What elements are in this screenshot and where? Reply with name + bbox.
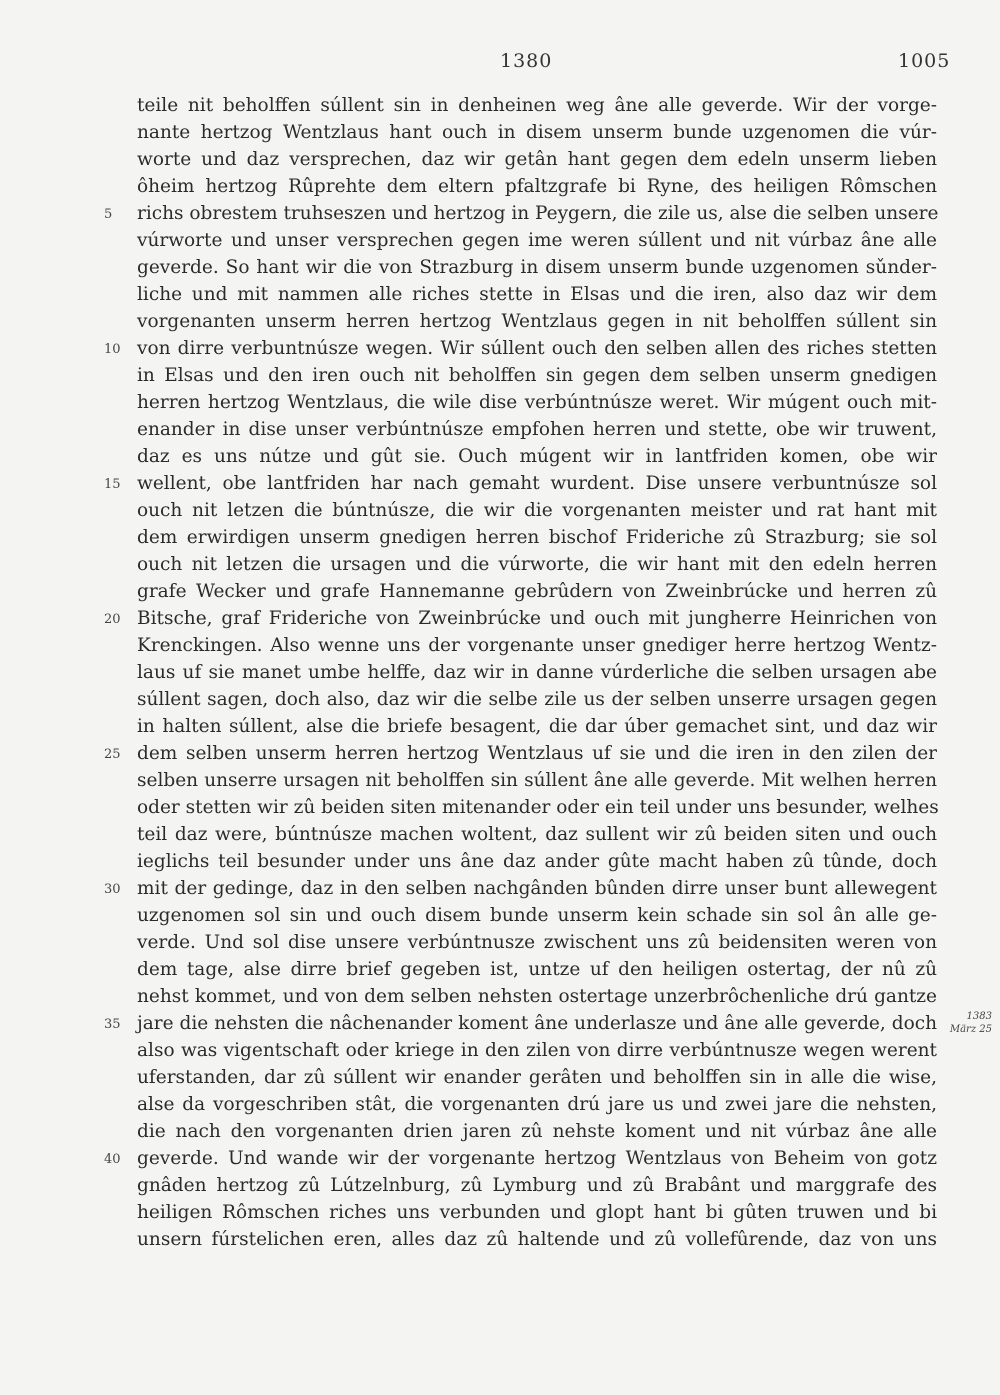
margin-note-date: März 25 xyxy=(949,1024,992,1035)
line-number: 40 xyxy=(104,1152,121,1167)
text-line: ieglichs teil besunder under uns âne daz ander gûte macht haben zû tûnde, doch xyxy=(137,851,937,872)
text-line: gnâden hertzog zû Lútzelnburg, zû Lymburg und zû Brabânt und marggrafe des xyxy=(137,1175,937,1196)
page-number: 1005 xyxy=(898,50,951,72)
text-line: dem erwirdigen unserm gnedigen herren bischof Frideriche zû Strazburg; sie sol xyxy=(137,527,937,548)
text-line: nante hertzog Wentzlaus hant ouch in disem unserm bunde uzgenomen die vúr- xyxy=(137,122,937,143)
line-number: 30 xyxy=(104,882,121,897)
text-line: in halten súllent, alse die briefe besagent, die dar úber gemachet sint, und daz wir xyxy=(137,716,937,737)
text-line: uzgenomen sol sin und ouch disem bunde unserm kein schade sin sol ân alle ge- xyxy=(137,905,937,926)
text-line: vúrworte und unser versprechen gegen ime weren súllent und nit vúrbaz âne alle xyxy=(137,230,937,251)
text-line: selben unserre ursagen nit beholffen sin súllent âne alle geverde. Mit welhen herren xyxy=(137,770,937,791)
header-year: 1380 xyxy=(500,50,553,72)
text-line: oder stetten wir zû beiden siten mitenander oder ein teil under uns besunder, welhes xyxy=(137,797,939,818)
text-line: Bitsche, graf Frideriche von Zweinbrúcke und ouch mit jungherre Heinrichen von xyxy=(137,608,937,629)
text-line: dem tage, alse dirre brief gegeben ist, untze uf den heiligen ostertag, der nû zû xyxy=(137,959,937,980)
margin-note-year: 1383 xyxy=(966,1011,992,1022)
text-line: herren hertzog Wentzlaus, die wile dise verbúntnúsze weret. Wir múgent ouch mit- xyxy=(137,392,937,413)
text-line: richs obrestem truhseszen und hertzog in Peygern, die zile us, alse die selben unsere xyxy=(137,203,939,224)
text-line: ouch nit letzen die búntnúsze, die wir die vorgenanten meister und rat hant mit xyxy=(137,500,937,521)
text-line: ôheim hertzog Rûprehte dem eltern pfaltzgrafe bi Ryne, des heiligen Rômschen xyxy=(137,176,937,197)
text-line: teile nit beholffen súllent sin in denheinen weg âne alle geverde. Wir der vorge- xyxy=(137,95,937,116)
text-line: heiligen Rômschen riches uns verbunden und glopt hant bi gûten truwen und bi xyxy=(137,1202,937,1223)
text-line: worte und daz versprechen, daz wir getân hant gegen dem edeln unserm lieben xyxy=(137,149,937,170)
text-line: mit der gedinge, daz in den selben nachgânden bûnden dirre unser bunt allewegent xyxy=(137,878,937,899)
text-line: Krenckingen. Also wenne uns der vorgenante unser gnediger herre hertzog Wentz- xyxy=(137,635,937,656)
text-line: vorgenanten unserm herren hertzog Wentzlaus gegen in nit beholffen súllent sin xyxy=(137,311,937,332)
text-line: unsern fúrstelichen eren, alles daz zû haltende und zû vollefûrende, daz von uns xyxy=(137,1229,937,1250)
text-line: also was vigentschaft oder kriege in den zilen von dirre verbúntnusze wegen werent xyxy=(137,1040,937,1061)
line-number: 5 xyxy=(104,207,113,222)
text-line: die nach den vorgenanten drien jaren zû nehste koment und nit vúrbaz âne alle xyxy=(137,1121,937,1142)
body-text xyxy=(137,92,937,1253)
text-line: súllent sagen, doch also, daz wir die selbe zile us der selben unserre ursagen gegen xyxy=(137,689,937,710)
line-number: 15 xyxy=(104,477,121,492)
text-line: teil daz were, búntnúsze machen woltent, daz sullent wir zû beiden siten und ouch xyxy=(137,824,937,845)
text-line: verde. Und sol dise unsere verbúntnusze zwischent uns zû beidensiten weren von xyxy=(137,932,937,953)
text-line: geverde. So hant wir die von Strazburg in disem unserm bunde uzgenomen sǔnder- xyxy=(137,257,937,278)
line-number: 35 xyxy=(104,1017,121,1032)
text-line: geverde. Und wande wir der vorgenante hertzog Wentzlaus von Beheim von gotz xyxy=(137,1148,937,1169)
line-number: 10 xyxy=(104,342,121,357)
text-line: daz es uns nútze und gût sie. Ouch múgent wir in lantfriden komen, obe wir xyxy=(137,446,937,467)
line-number: 20 xyxy=(104,612,121,627)
text-line: enander in dise unser verbúntnúsze empfohen herren und stette, obe wir truwent, xyxy=(137,419,937,440)
text-line: von dirre verbuntnúsze wegen. Wir súllent ouch den selben allen des riches stetten xyxy=(137,338,937,359)
text-line: nehst kommet, und von dem selben nehsten ostertage unzerbrôchenliche drú gantze xyxy=(137,986,937,1007)
text-line: dem selben unserm herren hertzog Wentzlaus uf sie und die iren in den zilen der xyxy=(137,743,937,764)
text-line: wellent, obe lantfriden har nach gemaht wurdent. Dise unsere verbuntnúsze sol xyxy=(137,473,937,494)
text-line: liche und mit nammen alle riches stette in Elsas und die iren, also daz wir dem xyxy=(137,284,937,305)
text-line: uferstanden, dar zû súllent wir enander gerâten und beholffen sin in alle die wise, xyxy=(137,1067,937,1088)
text-line: ouch nit letzen die ursagen und die vúrworte, die wir hant mit den edeln herren xyxy=(137,554,937,575)
line-number: 25 xyxy=(104,747,121,762)
text-line: alse da vorgeschriben stât, die vorgenanten drú jare us und zwei jare die nehsten, xyxy=(137,1094,937,1115)
text-line: grafe Wecker und grafe Hannemanne gebrûdern von Zweinbrúcke und herren zû xyxy=(137,581,937,602)
text-line: jare die nehsten die nâchenander koment âne underlasze und âne alle geverde, doch xyxy=(137,1013,937,1034)
text-line: in Elsas und den iren ouch nit beholffen sin gegen dem selben unserm gnedigen xyxy=(137,365,937,386)
text-line: laus uf sie manet umbe helffe, daz wir in danne vúrderliche die selben ursagen abe xyxy=(137,662,937,683)
margin-date-note xyxy=(942,1010,992,1036)
